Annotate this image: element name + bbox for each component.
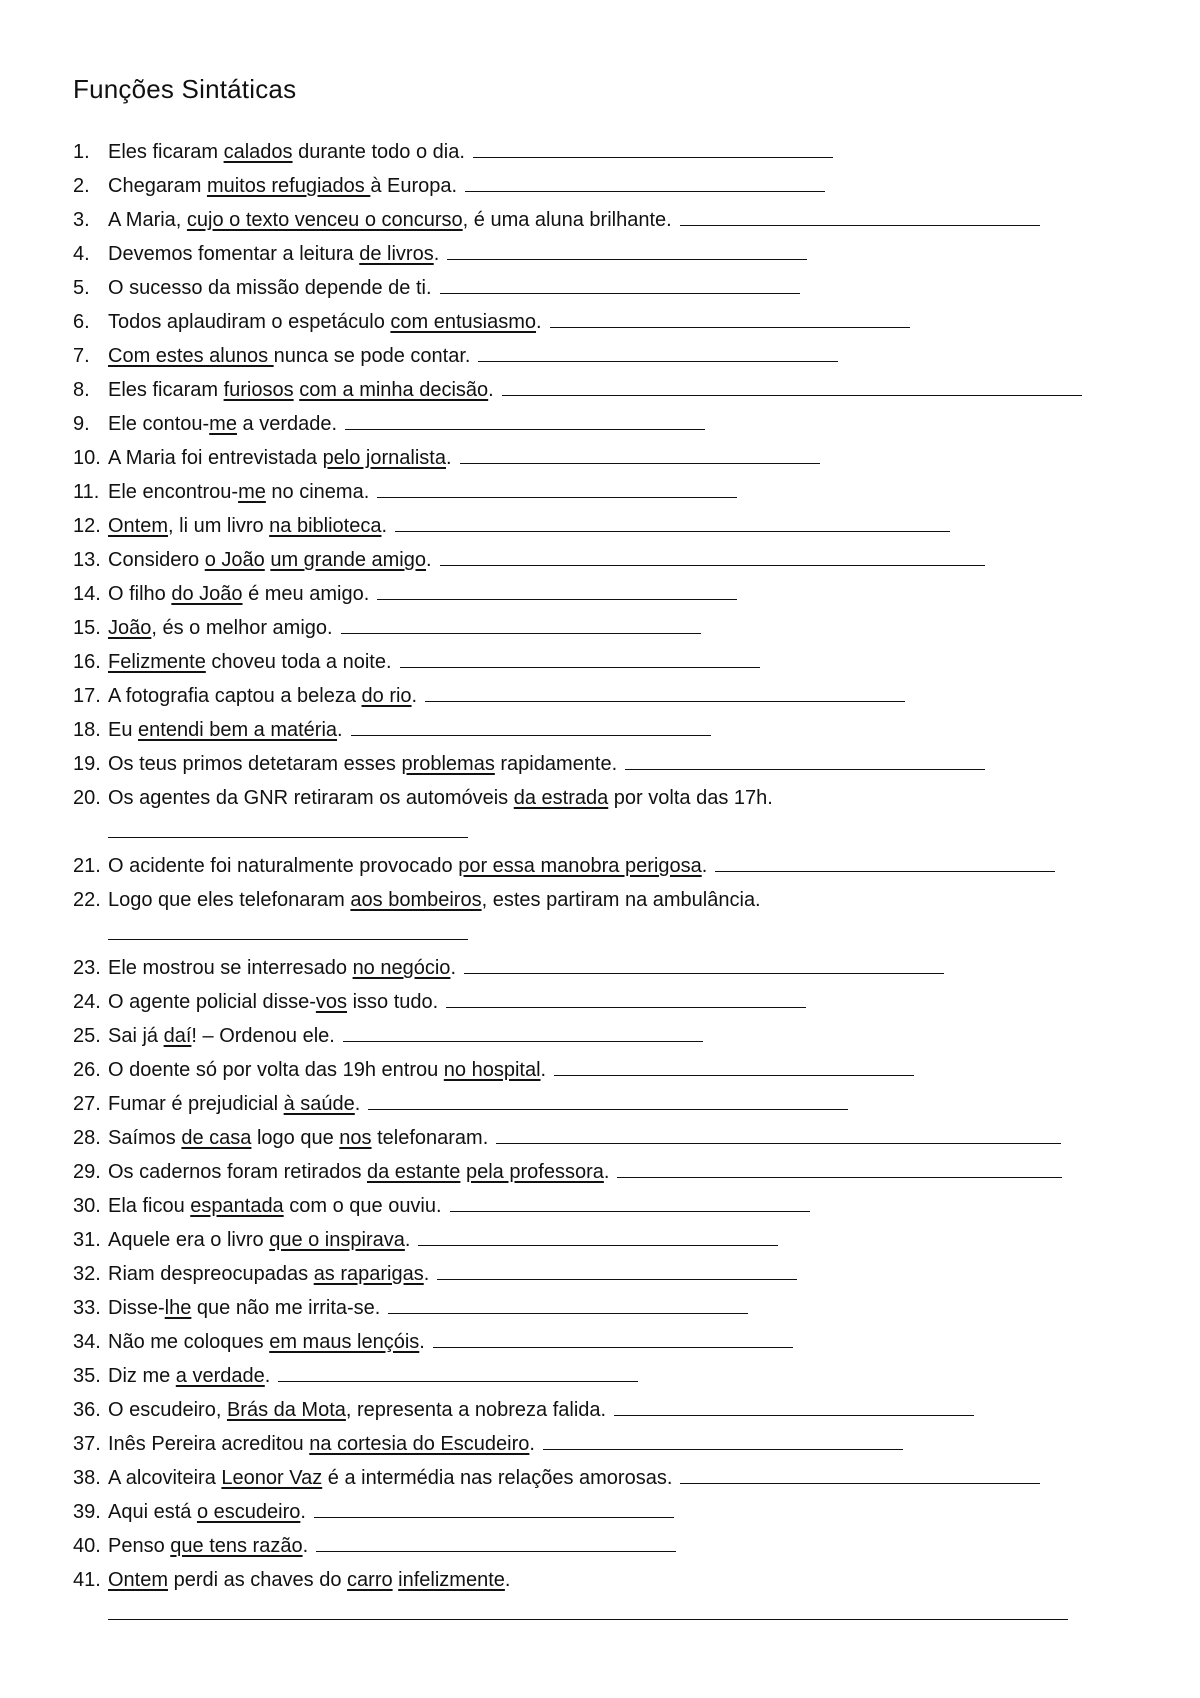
exercise-number: 39. xyxy=(73,1501,101,1523)
exercise-number: 28. xyxy=(73,1127,101,1149)
answer-blank[interactable] xyxy=(418,1225,778,1246)
exercise-number: 23. xyxy=(73,957,101,979)
underlined-phrase: as raparigas xyxy=(313,1263,424,1285)
exercise-item xyxy=(73,475,1163,509)
underlined-phrase: do João xyxy=(171,583,243,605)
answer-blank[interactable] xyxy=(108,817,468,838)
underlined-phrase: Leonor Vaz xyxy=(221,1467,323,1489)
exercise-sentence xyxy=(108,1127,488,1149)
exercise-sentence xyxy=(108,175,457,197)
underlined-phrase: a verdade xyxy=(175,1365,265,1387)
sentence-text: Riam despreocupadas xyxy=(108,1263,314,1285)
exercise-item xyxy=(73,1019,1163,1053)
sentence-text: Sai já xyxy=(108,1025,164,1047)
exercise-item xyxy=(73,339,1163,373)
sentence-text: Não me coloques xyxy=(108,1331,270,1353)
exercise-number: 1. xyxy=(73,141,90,163)
exercise-sentence xyxy=(108,1161,609,1183)
underlined-phrase: em maus lençóis xyxy=(269,1331,420,1353)
answer-blank[interactable] xyxy=(625,749,985,770)
underlined-phrase: de casa xyxy=(181,1127,252,1149)
answer-blank[interactable] xyxy=(715,851,1055,872)
answer-blank[interactable] xyxy=(437,1259,797,1280)
sentence-text: O sucesso da missão depende de ti. xyxy=(108,277,432,299)
exercise-sentence xyxy=(108,1467,672,1489)
answer-blank[interactable] xyxy=(316,1531,676,1552)
exercise-number: 14. xyxy=(73,583,101,605)
exercise-number: 35. xyxy=(73,1365,101,1387)
underlined-phrase: com entusiasmo xyxy=(390,311,537,333)
underlined-phrase: vos xyxy=(315,991,348,1013)
exercise-item xyxy=(73,203,1163,237)
exercise-sentence xyxy=(108,1399,606,1421)
sentence-text: O doente só por volta das 19h entrou xyxy=(108,1059,444,1081)
answer-blank[interactable] xyxy=(440,545,985,566)
exercise-sentence xyxy=(108,855,707,877)
exercise-sentence xyxy=(108,1229,410,1251)
answer-blank[interactable] xyxy=(473,137,833,158)
underlined-phrase: no negócio xyxy=(352,957,451,979)
sentence-text: . xyxy=(450,957,456,979)
exercise-sentence xyxy=(108,583,369,605)
underlined-phrase: pelo jornalista xyxy=(322,447,446,469)
sentence-text: Os agentes da GNR retiraram os automóveis xyxy=(108,787,514,809)
sentence-text: . xyxy=(536,311,542,333)
underlined-phrase: da estante xyxy=(367,1161,461,1183)
answer-blank[interactable] xyxy=(433,1327,793,1348)
answer-blank[interactable] xyxy=(395,511,950,532)
exercise-number: 18. xyxy=(73,719,101,741)
exercise-sentence xyxy=(108,1569,510,1591)
underlined-phrase: cujo o texto venceu o concurso xyxy=(186,209,463,231)
exercise-item xyxy=(73,679,1163,713)
exercise-sentence xyxy=(108,141,465,163)
exercise-number: 38. xyxy=(73,1467,101,1489)
underlined-phrase: infelizmente xyxy=(398,1569,505,1591)
sentence-text: O acidente foi naturalmente provocado xyxy=(108,855,459,877)
exercise-item xyxy=(73,1189,1163,1223)
exercise-item xyxy=(73,1087,1163,1121)
exercise-number: 29. xyxy=(73,1161,101,1183)
exercise-item xyxy=(73,645,1163,679)
sentence-text: . xyxy=(381,515,388,537)
exercise-sentence xyxy=(108,243,439,265)
page-title: Funções Sintáticas xyxy=(73,74,297,104)
exercise-item xyxy=(73,951,1163,985)
sentence-text: , representa a nobreza falida. xyxy=(345,1399,607,1421)
underlined-phrase: Com estes alunos xyxy=(108,345,274,367)
underlined-phrase: com a minha decisão xyxy=(299,379,489,401)
exercise-number: 40. xyxy=(73,1535,101,1557)
exercise-sentence xyxy=(108,447,452,469)
sentence-text: Eles ficaram xyxy=(108,379,224,401)
underlined-phrase: um grande amigo xyxy=(270,549,426,571)
exercise-number: 30. xyxy=(73,1195,101,1217)
sentence-text: Fumar é prejudicial xyxy=(108,1093,284,1115)
exercise-item xyxy=(73,509,1163,543)
underlined-phrase: à saúde xyxy=(283,1093,355,1115)
exercise-sentence xyxy=(108,1331,425,1353)
exercise-sentence xyxy=(108,379,494,401)
sentence-text: Saímos xyxy=(108,1127,182,1149)
sentence-text: Devemos fomentar a leitura xyxy=(108,243,360,265)
exercise-sentence xyxy=(108,957,456,979)
answer-blank[interactable] xyxy=(550,307,910,328)
underlined-phrase: muitos refugiados xyxy=(206,175,371,197)
sentence-text: O escudeiro, xyxy=(108,1399,227,1421)
exercise-number: 33. xyxy=(73,1297,101,1319)
exercise-item xyxy=(73,1461,1163,1495)
underlined-phrase: furiosos xyxy=(223,379,294,401)
sentence-text: Ela ficou xyxy=(108,1195,191,1217)
sentence-text: Aquele era o livro xyxy=(108,1229,270,1251)
underlined-phrase: aos bombeiros xyxy=(350,889,482,911)
exercise-number: 24. xyxy=(73,991,101,1013)
exercise-item xyxy=(73,1359,1163,1393)
exercise-sentence xyxy=(108,1297,380,1319)
exercise-item xyxy=(73,747,1163,781)
exercise-sentence xyxy=(108,1195,442,1217)
sentence-text: ! – Ordenou ele. xyxy=(191,1025,335,1047)
exercise-item xyxy=(73,441,1163,475)
answer-blank[interactable] xyxy=(450,1191,810,1212)
exercise-item xyxy=(73,373,1163,407)
sentence-text: , estes partiram na ambulância. xyxy=(481,889,761,911)
sentence-text: nunca se pode contar. xyxy=(273,345,471,367)
underlined-phrase: Brás da Mota xyxy=(226,1399,346,1421)
sentence-text: Chegaram xyxy=(108,175,207,197)
answer-blank[interactable] xyxy=(425,681,905,702)
exercise-item xyxy=(73,305,1163,339)
sentence-text: Ele contou- xyxy=(108,413,210,435)
sentence-text: Disse- xyxy=(108,1297,165,1319)
exercise-sentence xyxy=(108,787,773,809)
underlined-phrase: calados xyxy=(223,141,293,163)
exercise-number: 34. xyxy=(73,1331,101,1353)
exercise-number: 7. xyxy=(73,345,90,367)
sentence-text: , és o melhor amigo. xyxy=(151,617,333,639)
underlined-phrase: Ontem xyxy=(108,1569,169,1591)
underlined-phrase: no hospital xyxy=(443,1059,541,1081)
underlined-phrase: entendi bem a matéria xyxy=(138,719,338,741)
sentence-text: O filho xyxy=(108,583,172,605)
exercise-number: 9. xyxy=(73,413,90,435)
underlined-phrase: do rio xyxy=(361,685,412,707)
exercise-sentence xyxy=(108,1263,429,1285)
sentence-text: . xyxy=(529,1433,535,1455)
exercise-item xyxy=(73,985,1163,1019)
exercise-number: 32. xyxy=(73,1263,101,1285)
answer-blank[interactable] xyxy=(108,919,468,940)
underlined-phrase: João xyxy=(108,617,152,639)
underlined-phrase: de livros xyxy=(359,243,434,265)
sentence-text: . xyxy=(411,685,418,707)
underlined-phrase: daí xyxy=(163,1025,192,1047)
exercise-sentence xyxy=(108,651,392,673)
answer-blank[interactable] xyxy=(314,1497,674,1518)
answer-blank[interactable] xyxy=(343,1021,703,1042)
answer-blank[interactable] xyxy=(680,1463,1040,1484)
underlined-phrase: o João xyxy=(204,549,265,571)
underlined-phrase: lhe xyxy=(164,1297,192,1319)
answer-blank[interactable] xyxy=(446,987,806,1008)
exercise-number: 15. xyxy=(73,617,101,639)
sentence-text: Considero xyxy=(108,549,205,571)
underlined-phrase: na biblioteca xyxy=(269,515,382,537)
sentence-text: a verdade. xyxy=(236,413,338,435)
answer-blank[interactable] xyxy=(278,1361,638,1382)
underlined-phrase: que tens razão xyxy=(170,1535,303,1557)
underlined-phrase: na cortesia do Escudeiro xyxy=(309,1433,530,1455)
exercise-item xyxy=(73,849,1163,883)
exercise-number: 17. xyxy=(73,685,101,707)
exercise-sentence xyxy=(108,515,387,537)
answer-blank[interactable] xyxy=(465,171,825,192)
exercise-item xyxy=(73,1257,1163,1291)
sentence-text: perdi as chaves do xyxy=(168,1569,348,1591)
exercise-item xyxy=(73,271,1163,305)
exercise-item xyxy=(73,1563,1163,1631)
exercise-number: 22. xyxy=(73,889,101,911)
sentence-text: . xyxy=(302,1535,309,1557)
sentence-text: . xyxy=(337,719,343,741)
exercise-number: 3. xyxy=(73,209,90,231)
exercise-sentence xyxy=(108,311,542,333)
exercise-sentence xyxy=(108,889,761,911)
answer-blank[interactable] xyxy=(614,1395,974,1416)
exercise-number: 11. xyxy=(73,481,100,503)
exercise-sentence xyxy=(108,1535,308,1557)
sentence-text: por volta das 17h. xyxy=(608,787,773,809)
exercise-item xyxy=(73,1325,1163,1359)
exercise-sentence xyxy=(108,617,333,639)
exercise-sentence xyxy=(108,1059,546,1081)
underlined-phrase: da estrada xyxy=(513,787,609,809)
exercise-sentence xyxy=(108,1433,535,1455)
exercise-number: 4. xyxy=(73,243,90,265)
exercise-item xyxy=(73,1121,1163,1155)
answer-blank[interactable] xyxy=(440,273,800,294)
answer-blank[interactable] xyxy=(108,1599,1068,1620)
exercise-number: 2. xyxy=(73,175,90,197)
sentence-text: logo que xyxy=(251,1127,340,1149)
exercise-number: 5. xyxy=(73,277,90,299)
underlined-phrase: me xyxy=(238,481,266,503)
sentence-text: é meu amigo. xyxy=(242,583,370,605)
exercise-sentence xyxy=(108,209,672,231)
sentence-text: isso tudo. xyxy=(347,991,439,1013)
exercise-item xyxy=(73,1529,1163,1563)
exercise-number: 6. xyxy=(73,311,90,333)
sentence-text: telefonaram. xyxy=(371,1127,489,1149)
sentence-text: Ele mostrou se interresado xyxy=(108,957,353,979)
sentence-text: que não me irrita-se. xyxy=(191,1297,381,1319)
sentence-text: Logo que eles telefonaram xyxy=(108,889,351,911)
sentence-text: . xyxy=(423,1263,430,1285)
sentence-text: Os cadernos foram retirados xyxy=(108,1161,367,1183)
answer-blank[interactable] xyxy=(377,477,737,498)
exercise-number: 20. xyxy=(73,787,101,809)
sentence-text: Ele encontrou- xyxy=(108,481,239,503)
underlined-phrase: problemas xyxy=(401,753,495,775)
underlined-phrase: pela professora xyxy=(465,1161,604,1183)
sentence-text: . xyxy=(264,1365,271,1387)
exercise-number: 10. xyxy=(73,447,101,469)
answer-blank[interactable] xyxy=(464,953,944,974)
exercise-item xyxy=(73,1291,1163,1325)
exercise-item xyxy=(73,611,1163,645)
underlined-phrase: carro xyxy=(347,1569,393,1591)
sentence-text: Os teus primos detetaram esses xyxy=(108,753,402,775)
exercise-number: 16. xyxy=(73,651,101,673)
exercise-item xyxy=(73,781,1163,849)
exercise-sentence xyxy=(108,685,417,707)
exercise-number: 31. xyxy=(73,1229,101,1251)
underlined-phrase: me xyxy=(209,413,237,435)
sentence-text: Eles ficaram xyxy=(108,141,224,163)
sentence-text: . xyxy=(488,379,494,401)
sentence-text: O agente policial disse- xyxy=(108,991,316,1013)
underlined-phrase: por essa manobra perigosa xyxy=(458,855,702,877)
exercise-sentence xyxy=(108,549,432,571)
sentence-text: , li um livro xyxy=(168,515,270,537)
sentence-text: Aqui está xyxy=(108,1501,197,1523)
exercise-sentence xyxy=(108,1501,306,1523)
answer-blank[interactable] xyxy=(400,647,760,668)
answer-blank[interactable] xyxy=(617,1157,1062,1178)
sentence-text: . xyxy=(300,1501,306,1523)
sentence-text: Inês Pereira acreditou xyxy=(108,1433,310,1455)
answer-blank[interactable] xyxy=(502,375,1082,396)
exercise-list xyxy=(73,135,1163,1631)
exercise-sentence xyxy=(108,345,470,367)
exercise-number: 36. xyxy=(73,1399,101,1421)
sentence-text: . xyxy=(404,1229,411,1251)
sentence-text: . xyxy=(354,1093,361,1115)
exercise-item xyxy=(73,407,1163,441)
sentence-text: , é uma aluna brilhante. xyxy=(462,209,672,231)
sentence-text: no cinema. xyxy=(265,481,370,503)
sentence-text: A alcoviteira xyxy=(108,1467,222,1489)
exercise-sentence xyxy=(108,1093,360,1115)
exercise-sentence xyxy=(108,1365,270,1387)
answer-blank[interactable] xyxy=(496,1123,1061,1144)
exercise-sentence xyxy=(108,413,337,435)
exercise-sentence xyxy=(108,1025,335,1047)
sentence-text: . xyxy=(426,549,432,571)
sentence-text: A Maria foi entrevistada xyxy=(108,447,323,469)
sentence-text: Penso xyxy=(108,1535,171,1557)
underlined-phrase: Felizmente xyxy=(108,651,206,673)
exercise-item xyxy=(73,883,1163,951)
sentence-text: . xyxy=(419,1331,425,1353)
exercise-number: 8. xyxy=(73,379,90,401)
answer-blank[interactable] xyxy=(554,1055,914,1076)
exercise-item xyxy=(73,543,1163,577)
underlined-phrase: nos xyxy=(339,1127,372,1149)
sentence-text: Eu xyxy=(108,719,139,741)
sentence-text: com o que ouviu. xyxy=(283,1195,442,1217)
underlined-phrase: Ontem xyxy=(108,515,169,537)
sentence-text: é a intermédia nas relações amorosas. xyxy=(322,1467,673,1489)
answer-blank[interactable] xyxy=(447,239,807,260)
exercise-sentence xyxy=(108,991,438,1013)
sentence-text: . xyxy=(445,447,452,469)
exercise-item xyxy=(73,1053,1163,1087)
exercise-number: 41. xyxy=(73,1569,101,1591)
exercise-item xyxy=(73,237,1163,271)
sentence-text: . xyxy=(540,1059,547,1081)
answer-blank[interactable] xyxy=(377,579,737,600)
exercise-item xyxy=(73,1223,1163,1257)
underlined-phrase: espantada xyxy=(190,1195,284,1217)
answer-blank[interactable] xyxy=(341,613,701,634)
exercise-sentence xyxy=(108,753,617,775)
exercise-number: 12. xyxy=(73,515,101,537)
exercise-item xyxy=(73,1427,1163,1461)
exercise-number: 26. xyxy=(73,1059,101,1081)
answer-blank[interactable] xyxy=(368,1089,848,1110)
sentence-text: . xyxy=(433,243,440,265)
answer-blank[interactable] xyxy=(351,715,711,736)
answer-blank[interactable] xyxy=(478,341,838,362)
exercise-number: 21. xyxy=(73,855,101,877)
exercise-number: 13. xyxy=(73,549,101,571)
answer-blank[interactable] xyxy=(345,409,705,430)
sentence-text: à Europa. xyxy=(370,175,458,197)
sentence-text: A fotografia captou a beleza xyxy=(108,685,362,707)
exercise-number: 37. xyxy=(73,1433,101,1455)
exercise-number: 27. xyxy=(73,1093,101,1115)
answer-blank[interactable] xyxy=(543,1429,903,1450)
underlined-phrase: o escudeiro xyxy=(196,1501,301,1523)
sentence-text: . xyxy=(603,1161,610,1183)
exercise-item xyxy=(73,135,1163,169)
exercise-item xyxy=(73,1393,1163,1427)
sentence-text: durante todo o dia. xyxy=(292,141,465,163)
exercise-number: 19. xyxy=(73,753,101,775)
sentence-text: Todos aplaudiram o espetáculo xyxy=(108,311,391,333)
answer-blank[interactable] xyxy=(460,443,820,464)
exercise-item xyxy=(73,1495,1163,1529)
exercise-sentence xyxy=(108,481,369,503)
sentence-text: Diz me xyxy=(108,1365,176,1387)
sentence-text: choveu toda a noite. xyxy=(205,651,392,673)
exercise-item xyxy=(73,1155,1163,1189)
sentence-text: . xyxy=(701,855,708,877)
answer-blank[interactable] xyxy=(680,205,1040,226)
exercise-sentence xyxy=(108,719,343,741)
sentence-text: rapidamente. xyxy=(494,753,618,775)
answer-blank[interactable] xyxy=(388,1293,748,1314)
exercise-sentence xyxy=(108,277,432,299)
sentence-text: . xyxy=(504,1569,511,1591)
exercise-item xyxy=(73,713,1163,747)
exercise-item xyxy=(73,577,1163,611)
underlined-phrase: que o inspirava xyxy=(269,1229,405,1251)
exercise-item xyxy=(73,169,1163,203)
sentence-text: A Maria, xyxy=(108,209,187,231)
exercise-number: 25. xyxy=(73,1025,101,1047)
